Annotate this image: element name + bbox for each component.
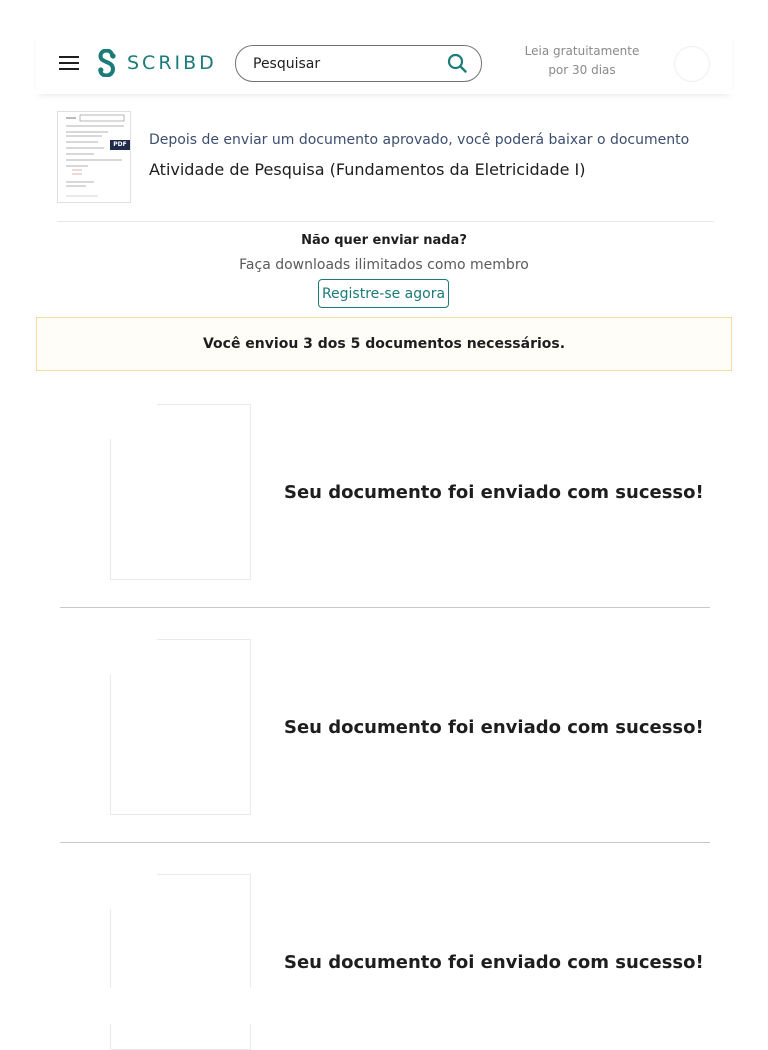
membership-subtitle: Faça downloads ilimitados como membro xyxy=(239,257,529,273)
upload-success-message: Seu documento foi enviado com sucesso! xyxy=(284,952,704,973)
free-trial-promo[interactable] xyxy=(516,42,648,80)
uploaded-document-thumbnail xyxy=(110,639,251,815)
top-header xyxy=(36,30,732,94)
upload-divider xyxy=(60,842,710,843)
search-icon[interactable] xyxy=(447,53,467,73)
register-now-button[interactable]: Registre-se agora xyxy=(318,279,449,308)
uploaded-document-thumbnail xyxy=(110,404,251,580)
document-title[interactable]: Atividade de Pesquisa (Fundamentos da Eletricidade I) xyxy=(149,160,586,179)
no-upload-question: Não quer enviar nada? xyxy=(301,233,467,248)
promo-line-2: por 30 dias xyxy=(548,63,616,77)
download-hint: Depois de enviar um documento aprovado, você poderá baixar o documento xyxy=(149,132,690,148)
hamburger-menu-icon[interactable] xyxy=(59,56,79,70)
search-box xyxy=(235,45,482,82)
upload-progress-text: Você enviou 3 dos 5 documentos necessários. xyxy=(202,336,566,352)
scribd-logo[interactable] xyxy=(96,49,217,77)
section-divider xyxy=(57,221,714,222)
upload-success-message: Seu documento foi enviado com sucesso! xyxy=(284,717,704,738)
scribd-logo-icon xyxy=(96,49,118,77)
upload-divider xyxy=(60,607,710,608)
promo-line-1: Leia gratuitamente xyxy=(524,44,640,58)
pdf-badge: PDF xyxy=(110,140,130,150)
user-avatar[interactable] xyxy=(674,46,710,82)
logo-text: SCRIBD xyxy=(127,52,217,74)
search-input[interactable] xyxy=(251,53,435,75)
upload-success-message: Seu documento foi enviado com sucesso! xyxy=(284,482,704,503)
page-bottom-fade xyxy=(36,988,732,1024)
document-thumbnail xyxy=(57,111,131,203)
upload-progress-banner xyxy=(36,317,732,371)
document-page-preview xyxy=(58,112,130,202)
